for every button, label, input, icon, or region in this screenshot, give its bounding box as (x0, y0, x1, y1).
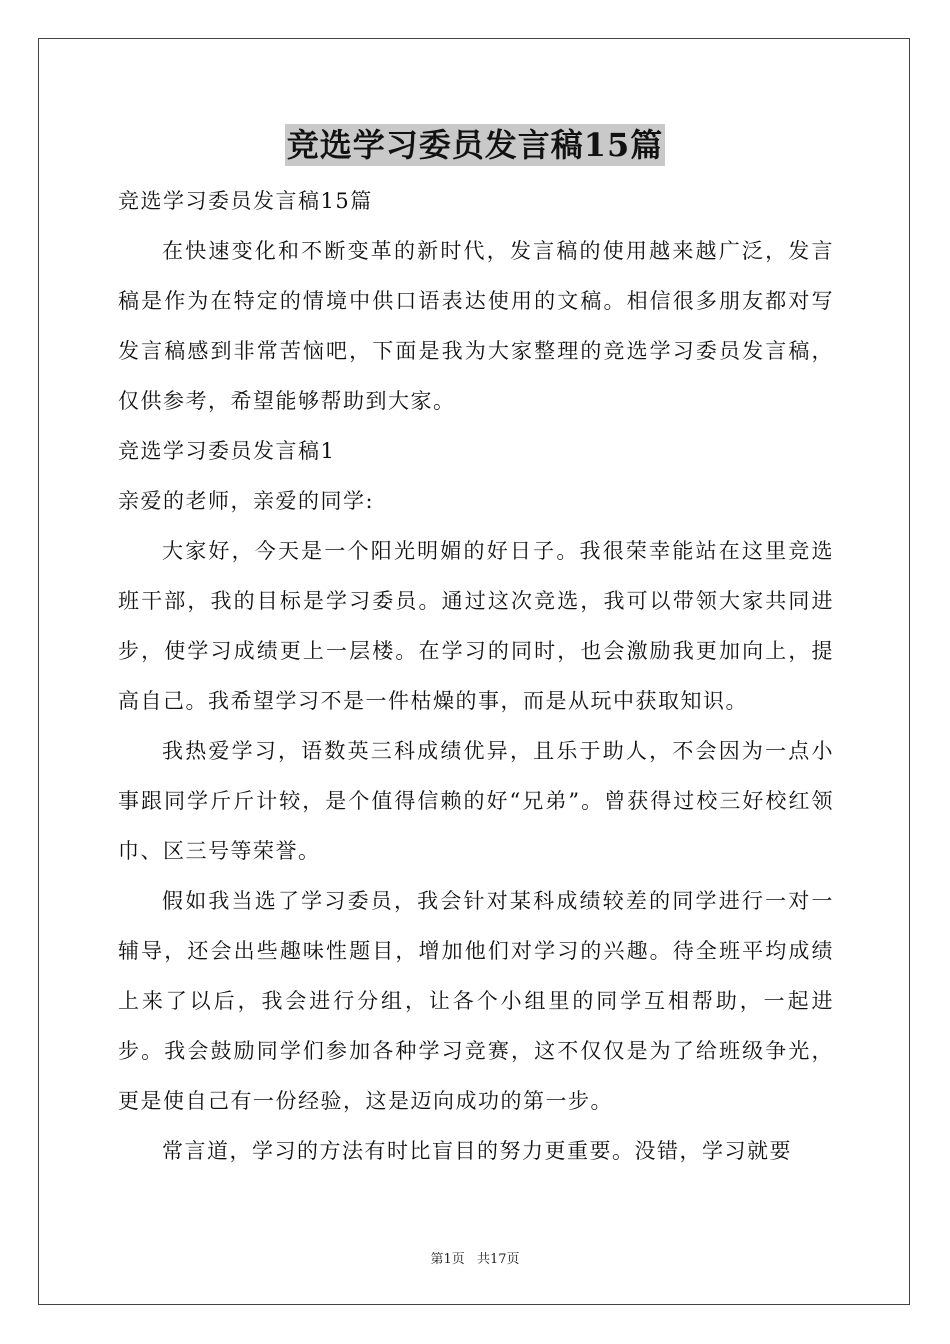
section-heading: 竞选学习委员发言稿1 (118, 439, 336, 463)
intro-paragraph: 在快速变化和不断变革的新时代，发言稿的使用越来越广泛，发言稿是作为在特定的情境中供口语表达使用的文稿。相信很多朋友都对写发言稿感到非常苦恼吧，下面是我为大家整理的竞选学习委员发言稿，仅供参考，希望能够帮助到大家。 (118, 239, 834, 413)
body-paragraph-2: 我热爱学习，语数英三科成绩优异，且乐于助人，不会因为一点小事跟同学斤斤计较，是个值得信赖的好“兄弟”。曾获得过校三好校红领巾、区三号等荣誉。 (118, 739, 834, 863)
body-paragraph-3: 假如我当选了学习委员，我会针对某科成绩较差的同学进行一对一辅导，还会出些趣味性题目，增加他们对学习的兴趣。待全班平均成绩上来了以后，我会进行分组，让各个小组里的同学互相帮助，一起进步。我会鼓励同学们参加各种学习竞赛，这不仅仅是为了给班级争光，更是使自己有一份经验，这是迈向成功的第一步。 (118, 889, 834, 1113)
page-number: 第1页 (430, 1252, 465, 1267)
page-footer (0, 1248, 950, 1267)
body-paragraph-1: 大家好，今天是一个阳光明媚的好日子。我很荣幸能站在这里竞选班干部，我的目标是学习委员。通过这次竞选，我可以带领大家共同进步，使学习成绩更上一层楼。在学习的同时，也会激励我更加向上，提高自己。我希望学习不是一件枯燥的事，而是从玩中获取知识。 (118, 539, 834, 713)
document-body (118, 176, 834, 1176)
salutation: 亲爱的老师，亲爱的同学: (118, 489, 375, 513)
subtitle: 竞选学习委员发言稿15篇 (118, 189, 373, 213)
title-container (0, 124, 950, 166)
page-total: 共17页 (476, 1252, 520, 1267)
document-title: 竞选学习委员发言稿15篇 (286, 126, 664, 164)
body-paragraph-4: 常言道，学习的方法有时比盲目的努力更重要。没错，学习就要 (162, 1139, 792, 1163)
